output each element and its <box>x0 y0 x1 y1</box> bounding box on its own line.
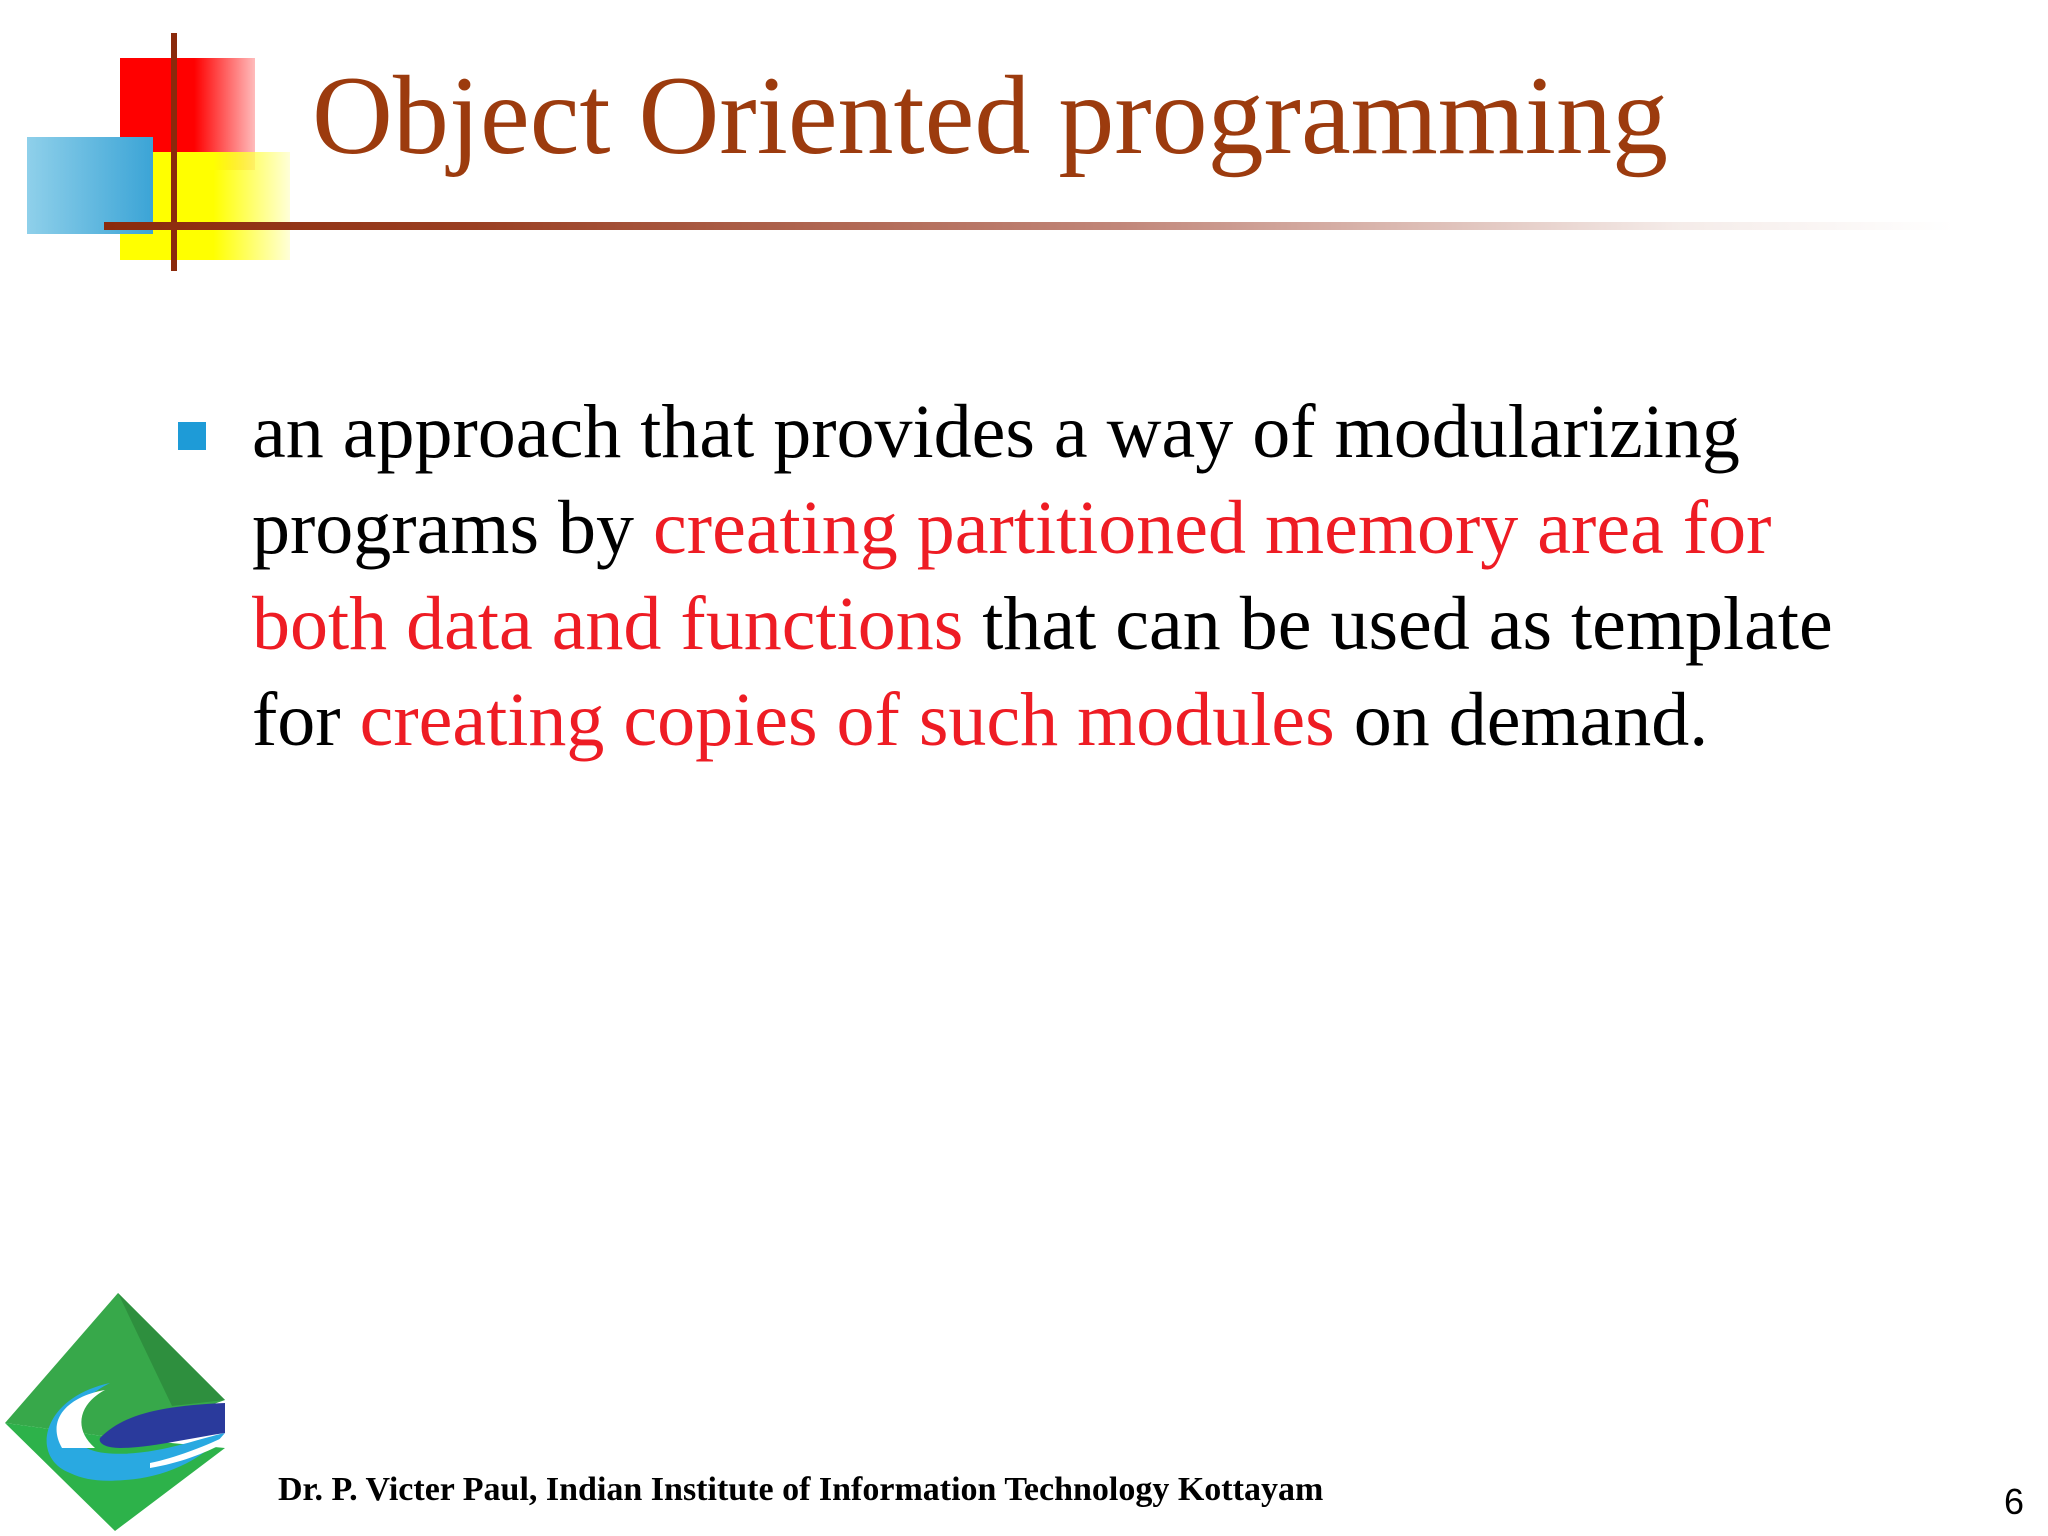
slide-title: Object Oriented programming <box>312 54 1669 178</box>
body-line-4 <box>252 672 1992 768</box>
body-text-segment: an approach that provides a way of modularizing <box>252 390 1740 474</box>
bullet-text <box>252 384 1992 768</box>
footer-credit: Dr. P. Victer Paul, Indian Institute of Information Technology Kottayam <box>278 1471 1324 1508</box>
body-text-segment: on demand. <box>1334 678 1709 762</box>
deco-blue-square <box>27 137 153 234</box>
highlight-text: creating partitioned memory area for <box>653 486 1772 570</box>
body-line-3 <box>252 576 1992 672</box>
body-text-segment: programs by <box>252 486 654 570</box>
highlight-text: creating copies of such modules <box>359 678 1335 762</box>
body-line-2 <box>252 480 1992 576</box>
iiit-kottayam-logo-icon <box>0 1288 230 1536</box>
bullet-square-icon <box>178 422 206 450</box>
highlight-text: both data and functions <box>252 582 964 666</box>
page-number: 6 <box>2004 1481 2025 1522</box>
body-line-1 <box>252 384 1992 480</box>
title-underline <box>104 222 1954 230</box>
deco-vertical-line <box>171 33 177 271</box>
body-text-segment: for <box>252 678 360 762</box>
body-text-segment: that can be used as template <box>963 582 1833 666</box>
